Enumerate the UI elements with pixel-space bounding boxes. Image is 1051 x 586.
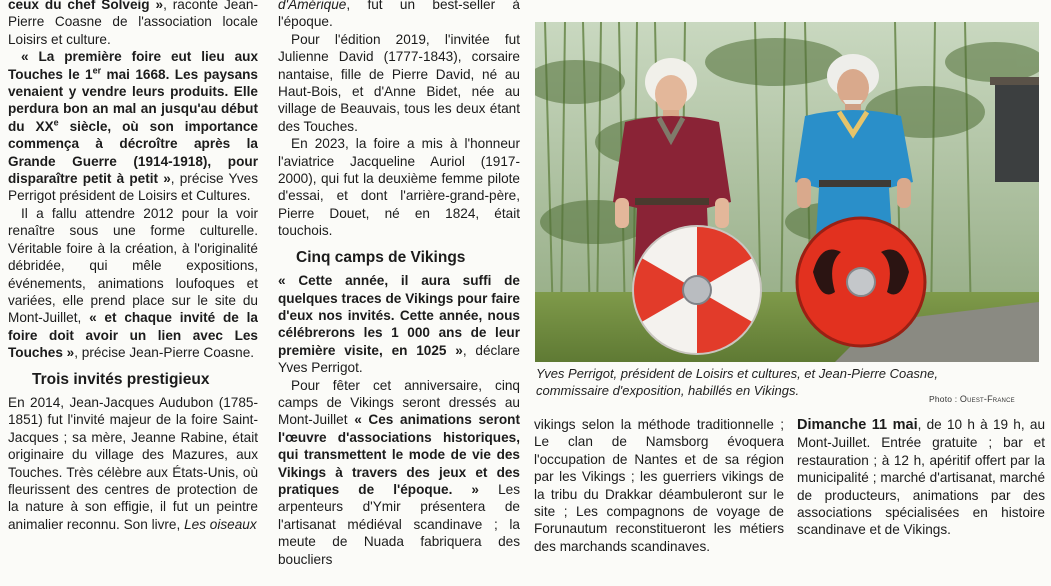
superscript-er: er	[92, 65, 102, 76]
paragraph-camps	[278, 377, 520, 568]
event-date: Dimanche 11 mai	[797, 417, 918, 433]
quote-first-fair-a: « La première foire eut lieu aux Touches le 1	[8, 49, 258, 82]
paragraph-renaissance	[8, 205, 258, 362]
quote-first-fair-b: mai 1668. Les paysans venaient y vendre leurs produits. Elle perdura bon an mal an jusqu'au début du XX	[8, 66, 258, 134]
quote-animations: « Ces animations seront l'œuvre d'associations historiques, qui transmettent le mode de vie des Vikings à travers des jeux et des pratiques de l'époque. »	[278, 412, 520, 497]
quote-guest-link: « et chaque invité de la foire doit avoir un lien avec Les Touches »	[8, 310, 258, 361]
event-info-box	[797, 416, 1045, 586]
superscript-e: e	[53, 117, 59, 128]
paragraph-audubon-cont	[278, 0, 520, 31]
paragraph-vikings-groups: vikings selon la méthode traditionnelle ; Le clan de Namsborg évoquera l'occupation de Nantes et de sa région par les Vikings ; les guerriers vikings de la tribu du Drakkar déambuleront sur le site ; Les compagnons de voyage de Forunautum reconstitueront les métiers des marchands scandinaves.	[534, 417, 784, 554]
paragraph-audubon	[8, 394, 258, 533]
article-column-2	[278, 0, 520, 586]
paragraph-2023: En 2023, la foire a mis à l'honneur l'aviatrice Jacqueline Auriol (1917-2000), qui fut la deuxième femme pilote d'essai, et dont l'arrière-grand-père, Pierre Douet, né en 1824, était touchois.	[278, 136, 520, 239]
shield-red-ravens	[797, 218, 925, 346]
camps-text: Pour fêter cet anniversaire, cinq camps de Vikings seront dressés au Mont-Juillet	[278, 377, 520, 428]
book-title-part1: Les oiseaux	[184, 516, 257, 532]
photo-credit	[929, 391, 1015, 408]
heading-cinq-camps: Cinq camps de Vikings	[296, 248, 466, 266]
attribution-perrigot-2: , déclare Yves Perrigot.	[278, 342, 520, 376]
heading-trois-invites: Trois invités prestigieux	[32, 370, 210, 388]
quote-chef-solveig: ceux du chef Solveig »	[8, 0, 164, 12]
article-column-3	[534, 416, 784, 586]
photo-credit-source: Ouest-France	[959, 394, 1015, 404]
paragraph-vikings-quote	[278, 272, 520, 376]
renaissance-text: Il a fallu attendre 2012 pour la voir renaître sous une forme culturelle. Véritable foire à la création, à l'originalité débridée, qui mêle expositions, événements, animations loufoques et variées, elle prend place sur le site du Mont-Juillet,	[8, 205, 258, 326]
paragraph-2019: Pour l'édition 2019, l'invitée fut Julienne David (1777-1843), corsaire nantaise, fille de Pierre David, né au Haut-Bois, et d'Anne Bidet, née au village de Beauvais, tous les deux étant des Touches.	[278, 31, 520, 134]
best-seller-text: , fut un best-seller à l'époque.	[278, 0, 520, 30]
shield-red-white	[633, 226, 761, 354]
camps-associations: Les arpenteurs d'Ymir présentera de l'artisanat médiéval scandinave ; la meute de Nuada fabriquera des boucliers	[278, 481, 520, 567]
audubon-text: En 2014, Jean-Jacques Audubon (1785-1851) fut l'invité majeur de la foire Saint-Jacques ; sa mère, Jeanne Rabine, était originaire du village des Mazures, aux Touches. Très célèbre aux États-Unis, où fleurissent des centres de protection de la nature à son effigie, il fut un peintre animalier reconnu. Son livre,	[8, 394, 258, 532]
attribution-coasne-2: , précise Jean-Pierre Coasne.	[74, 345, 255, 361]
article-column-1	[8, 0, 258, 586]
photo-caption: Yves Perrigot, président de Loisirs et cultures, et Jean-Pierre Coasne, commissaire d'exposition, habillés en Vikings.	[536, 366, 938, 398]
viking-photo	[535, 22, 1039, 362]
quote-vikings-guests: « Cette année, il aura suffi de quelques traces de Vikings pour faire d'eux nos invités. Cette année, nous célébrerons les 1 000 ans de leur première visite, en 1025 »	[278, 273, 520, 358]
paragraph-intro-quote	[8, 0, 258, 48]
attribution-coasne: , raconte Jean-Pierre Coasne de l'association locale Loisirs et culture.	[8, 0, 258, 47]
photo-credit-prefix: Photo :	[929, 394, 960, 404]
event-details: , de 10 h à 19 h, au Mont-Juillet. Entrée gratuite ; bar et restauration ; à 12 h, apéritif offert par la municipalité ; marché d'artisanat, marché de producteurs, animations par des associations spécialisées en histoire scandinave et de Vikings.	[797, 417, 1045, 538]
quote-first-fair-c: siècle, où son importance commença à décroître après la Grande Guerre (1914-1918), pour disparaître petit à petit »	[8, 118, 258, 187]
attribution-perrigot: , précise Yves Perrigot président de Loisirs et Cultures.	[8, 171, 258, 204]
paragraph-event-info	[797, 416, 1045, 539]
book-title-part2: d'Amérique	[278, 0, 347, 12]
paragraph-first-fair	[8, 48, 258, 205]
